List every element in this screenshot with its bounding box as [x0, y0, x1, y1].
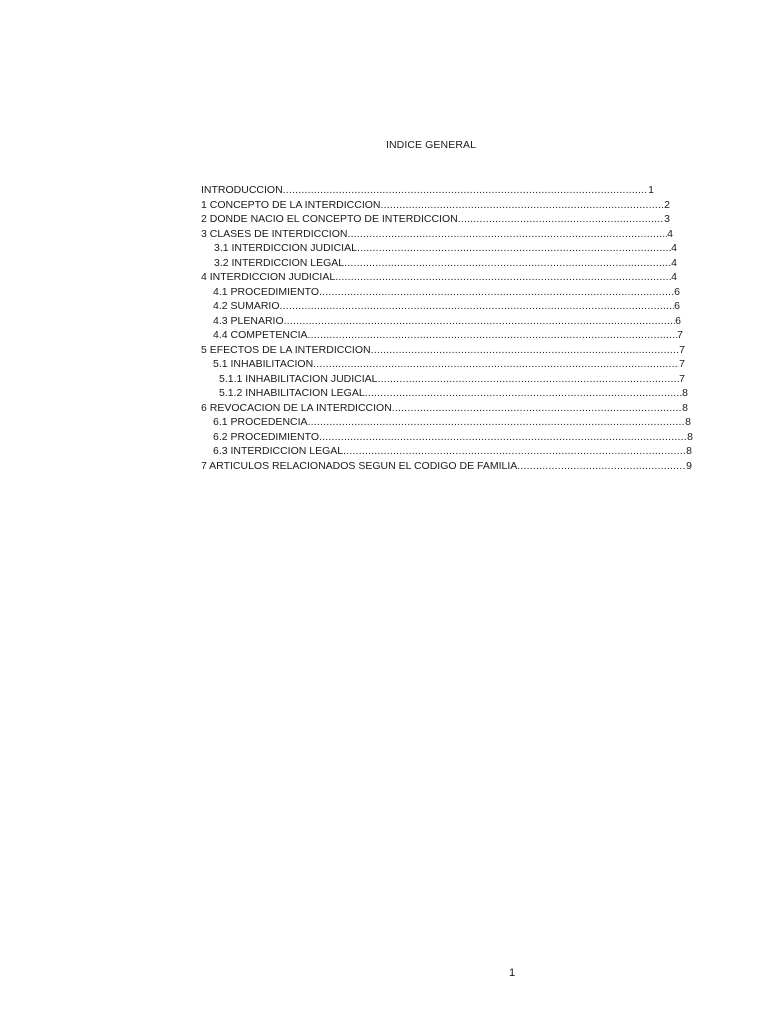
toc-entry-page: 4 [671, 271, 677, 283]
toc-entry-label: 6.1 PROCEDENCIA [213, 416, 308, 428]
toc-entry-label: 3.1 INTERDICCION JUDICIAL [214, 242, 357, 254]
toc-entry-label: 4 INTERDICCION JUDICIAL [201, 271, 336, 283]
toc-entry-3-1 [201, 241, 677, 256]
toc-entry-3 [201, 227, 673, 242]
page-title: INDICE GENERAL [385, 139, 477, 151]
toc-entry-page: 8 [686, 445, 692, 457]
toc-entry-4-3 [201, 314, 681, 329]
toc-entry-label: 2 DONDE NACIO EL CONCEPTO DE INTERDICCION [201, 213, 458, 225]
toc-entry-3-2 [201, 256, 677, 271]
toc-entry-label: 4.2 SUMARIO [213, 300, 280, 312]
toc-entry-page: 3 [664, 213, 670, 225]
toc-entry-2 [201, 212, 670, 227]
toc-entry-4-1 [201, 285, 680, 300]
toc-entry-page: 8 [685, 416, 691, 428]
toc-entry-label: 6 REVOCACION DE LA INTERDICCION [201, 401, 392, 414]
toc-entry-7 [201, 459, 692, 474]
toc-entry-label: INTRODUCCION [201, 184, 283, 196]
toc-entry-label: 4.1 PROCEDIMIENTO [213, 285, 319, 298]
toc-entry-page: 4 [667, 227, 673, 240]
toc-entry-label: 3.2 INTERDICCION LEGAL [214, 256, 345, 269]
toc-entry-1 [201, 198, 670, 213]
toc-entry-page: 7 [679, 358, 685, 370]
toc-entry-page: 9 [686, 459, 692, 472]
toc-entry-page: 7 [677, 329, 683, 341]
toc-entry-label: 4.3 PLENARIO [213, 314, 284, 327]
toc-entry-label: 7 ARTICULOS RELACIONADOS SEGUN EL CODIGO DE FAMILIA [201, 459, 518, 472]
toc-entry-5-1-1 [201, 372, 685, 387]
toc-entry-page: 6 [674, 285, 680, 298]
toc-entry-label: 6.2 PROCEDIMIENTO [213, 430, 319, 443]
toc-entry-page: 7 [679, 343, 685, 356]
toc-entry-introduccion [201, 183, 654, 198]
toc-entry-label: 5 EFECTOS DE LA INTERDICCION [201, 343, 371, 356]
toc-entry-page: 4 [671, 242, 677, 254]
toc-entry-4-2 [201, 299, 680, 314]
toc-entry-5-1 [201, 357, 685, 372]
toc-entry-6-3 [201, 444, 692, 459]
toc-entry-label: 5.1.1 INHABILITACION JUDICIAL [219, 372, 378, 385]
toc-entry-6-1 [201, 415, 691, 430]
toc-entry-4-4 [201, 328, 683, 343]
page-number: 1 [508, 967, 516, 979]
toc-entry-5-1-2 [201, 386, 688, 401]
toc-entry-page: 2 [664, 198, 670, 211]
toc-entry-page: 7 [679, 372, 685, 385]
toc-entry-label: 5.1.2 INHABILITACION LEGAL [219, 387, 365, 399]
toc-entry-label: 4.4 COMPETENCIA [213, 329, 308, 341]
toc-entry-page: 8 [682, 401, 688, 414]
toc-entry-page: 8 [682, 387, 688, 399]
toc-entry-label: 3 CLASES DE INTERDICCION [201, 227, 348, 240]
toc-entry-page: 1 [648, 184, 654, 196]
toc-entry-4 [201, 270, 677, 285]
toc-entry-page: 6 [675, 314, 681, 327]
toc-entry-page: 8 [687, 430, 693, 443]
toc-entry-5 [201, 343, 685, 358]
toc-entry-page: 4 [671, 256, 677, 269]
table-of-contents [201, 183, 693, 473]
toc-entry-label: 6.3 INTERDICCION LEGAL [213, 445, 344, 457]
toc-entry-page: 6 [674, 300, 680, 312]
toc-entry-6-2 [201, 430, 693, 445]
toc-entry-6 [201, 401, 688, 416]
toc-entry-label: 1 CONCEPTO DE LA INTERDICCION [201, 198, 381, 211]
toc-entry-label: 5.1 INHABILITACION [213, 358, 314, 370]
